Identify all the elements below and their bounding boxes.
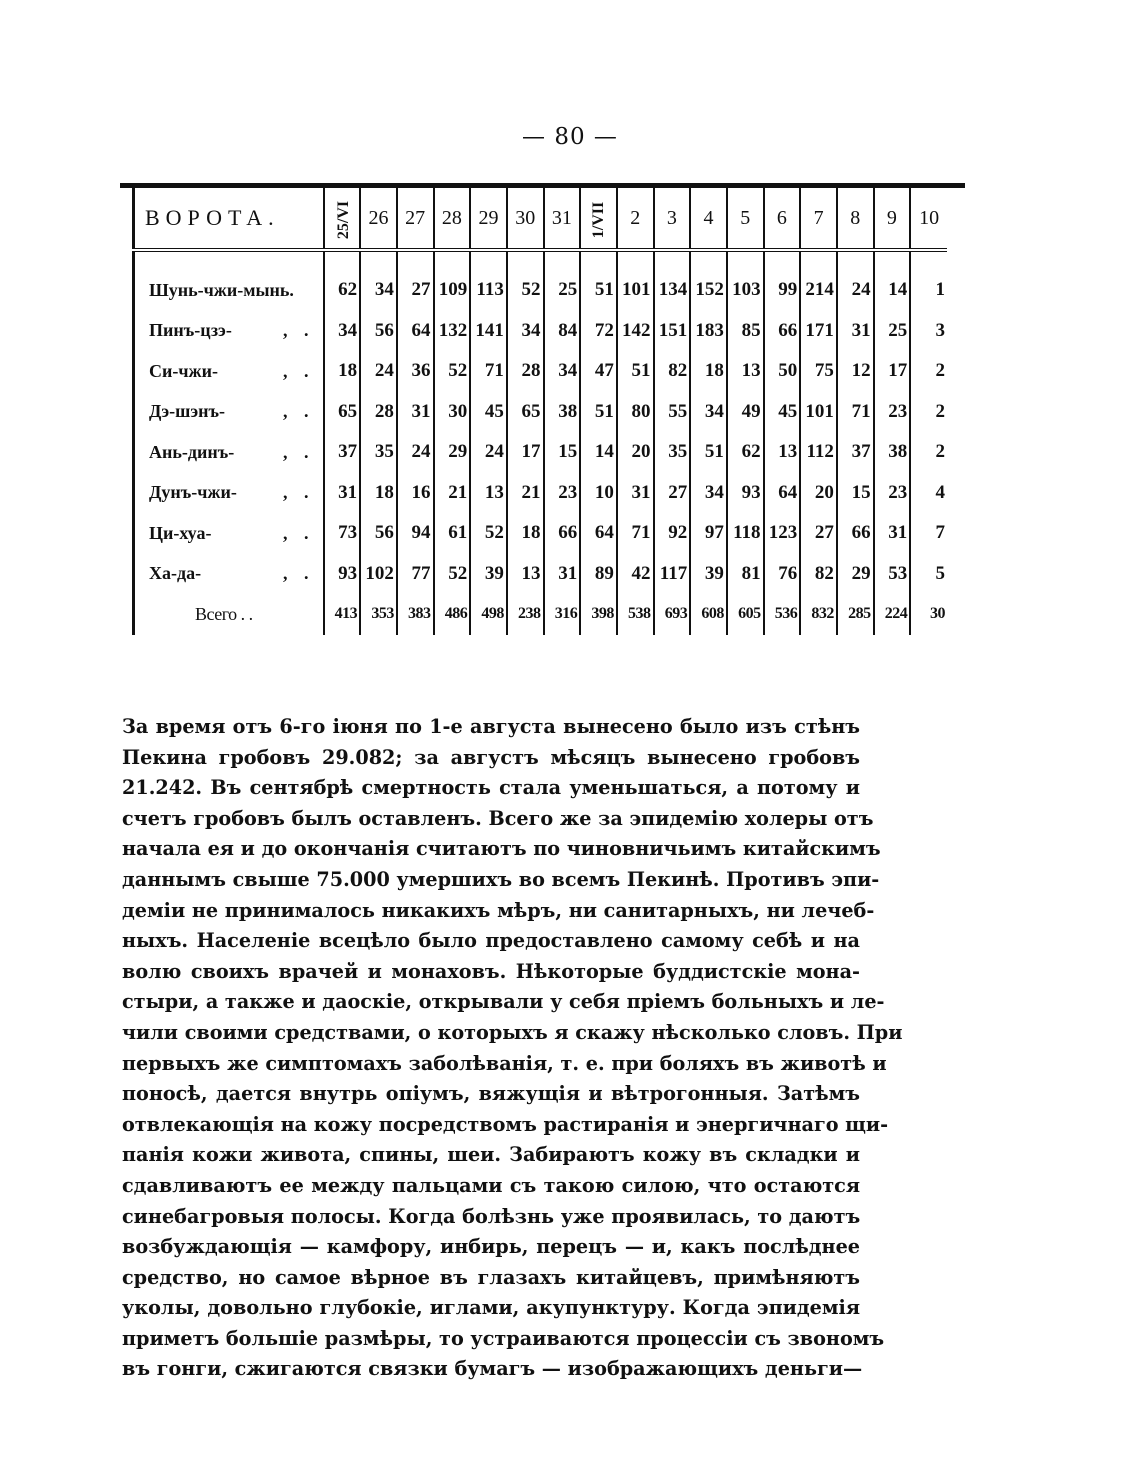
text-line: стыри, а также и даоскіе, открывали у себя пріемъ больныхъ и ле- bbox=[122, 990, 885, 1014]
table-cell: 3 bbox=[910, 311, 947, 352]
table-cell: 102 bbox=[360, 554, 397, 595]
table-cell: 109 bbox=[434, 250, 471, 311]
table-cell: 118 bbox=[727, 513, 764, 554]
table-cell: 39 bbox=[470, 554, 507, 595]
table-cell: 103 bbox=[727, 250, 764, 311]
table-cell: 42 bbox=[617, 554, 654, 595]
table-cell: 35 bbox=[654, 432, 691, 473]
table-cell: 4 bbox=[910, 473, 947, 514]
table-cell: 17 bbox=[874, 351, 911, 392]
table-cell: 73 bbox=[324, 513, 361, 554]
table-cell: 52 bbox=[470, 513, 507, 554]
table-cell: 51 bbox=[617, 351, 654, 392]
total-cell: 353 bbox=[360, 594, 397, 635]
column-header-date-label: 25/VI bbox=[334, 200, 352, 239]
table-cell: 34 bbox=[324, 311, 361, 352]
table-cell: 77 bbox=[397, 554, 434, 595]
table-cell: 65 bbox=[324, 392, 361, 433]
table-cell: 1 bbox=[910, 250, 947, 311]
gate-name-label: Си-чжи- bbox=[149, 360, 218, 381]
table-cell: 72 bbox=[580, 311, 617, 352]
table-cell: 24 bbox=[397, 432, 434, 473]
table-cell: 25 bbox=[544, 250, 581, 311]
page-number: — 80 — bbox=[522, 124, 618, 150]
table-cell: 35 bbox=[360, 432, 397, 473]
table-cell: 17 bbox=[507, 432, 544, 473]
table-cell: 93 bbox=[324, 554, 361, 595]
table-cell: 93 bbox=[727, 473, 764, 514]
table-cell: 15 bbox=[544, 432, 581, 473]
text-line: ныхъ. Населеніе всецѣло было предоставлено самому себѣ и на bbox=[122, 929, 860, 953]
total-cell: 316 bbox=[544, 594, 581, 635]
ditto-mark: , . bbox=[283, 441, 315, 462]
table-cell: 16 bbox=[397, 473, 434, 514]
text-line: счетъ гробовъ былъ оставленъ. Всего же за эпидемію холеры отъ bbox=[122, 806, 874, 830]
table-cell: 171 bbox=[800, 311, 837, 352]
text-line: уколы, довольно глубокіе, иглами, акупунктуру. Когда эпидемія bbox=[122, 1296, 860, 1320]
table-cell: 20 bbox=[800, 473, 837, 514]
table-cell: 141 bbox=[470, 311, 507, 352]
ditto-mark: , . bbox=[283, 360, 315, 381]
table-cell: 55 bbox=[654, 392, 691, 433]
table-cell: 123 bbox=[764, 513, 801, 554]
table-cell: 71 bbox=[617, 513, 654, 554]
table-row bbox=[134, 311, 948, 352]
table-cell: 64 bbox=[764, 473, 801, 514]
ditto-mark: , . bbox=[283, 482, 315, 503]
table-cell: 37 bbox=[324, 432, 361, 473]
text-line: средство, но самое вѣрное въ глазахъ китайцевъ, примѣняютъ bbox=[122, 1265, 860, 1289]
gate-name-label: Ха-да- bbox=[149, 563, 202, 584]
total-cell: 832 bbox=[800, 594, 837, 635]
table-cell: 71 bbox=[470, 351, 507, 392]
total-row bbox=[134, 594, 948, 635]
table-cell: 18 bbox=[507, 513, 544, 554]
table-cell: 45 bbox=[764, 392, 801, 433]
table-cell: 71 bbox=[837, 392, 874, 433]
table-cell: 27 bbox=[397, 250, 434, 311]
table-cell: 152 bbox=[690, 250, 727, 311]
total-cell: 486 bbox=[434, 594, 471, 635]
table-cell: 25 bbox=[874, 311, 911, 352]
text-line: 21.242. Въ сентябрѣ смертность стала уменьшаться, а потому и bbox=[122, 776, 860, 800]
text-line: приметъ большіе размѣры, то устраиваются процессіи съ звономъ bbox=[122, 1326, 885, 1350]
table-cell: 14 bbox=[580, 432, 617, 473]
total-cell: 383 bbox=[397, 594, 434, 635]
table-cell: 34 bbox=[507, 311, 544, 352]
table-cell: 56 bbox=[360, 513, 397, 554]
total-cell: 285 bbox=[837, 594, 874, 635]
table-cell: 99 bbox=[764, 250, 801, 311]
table-cell: 23 bbox=[874, 473, 911, 514]
table-cell: 66 bbox=[837, 513, 874, 554]
table-cell: 38 bbox=[544, 392, 581, 433]
total-cell: 30 bbox=[910, 594, 947, 635]
text-line: деміи не принималось никакихъ мѣръ, ни санитарныхъ, ни лечеб- bbox=[122, 898, 875, 922]
text-line: волю своихъ врачей и монаховъ. Нѣкоторые буддистскіе мона- bbox=[122, 959, 860, 983]
total-cell: 536 bbox=[764, 594, 801, 635]
column-header-date: 5 bbox=[727, 188, 764, 250]
table-row bbox=[134, 351, 948, 392]
text-line: первыхъ же симптомахъ заболѣванія, т. е. при боляхъ въ животѣ и bbox=[122, 1051, 887, 1075]
table-cell: 31 bbox=[544, 554, 581, 595]
table-cell: 97 bbox=[690, 513, 727, 554]
table-cell: 2 bbox=[910, 351, 947, 392]
total-cell: 238 bbox=[507, 594, 544, 635]
text-line: панія кожи живота, спины, шеи. Забираютъ кожу въ складки и bbox=[122, 1143, 860, 1167]
table-cell: 65 bbox=[507, 392, 544, 433]
total-label: Всего . . bbox=[134, 594, 324, 635]
text-line: возбуждающія — камфору, инбирь, перецъ — и, какъ послѣднее bbox=[122, 1235, 860, 1259]
table-cell: 27 bbox=[800, 513, 837, 554]
table-cell: 20 bbox=[617, 432, 654, 473]
table-row bbox=[134, 473, 948, 514]
table-cell: 142 bbox=[617, 311, 654, 352]
column-header-date: 6 bbox=[764, 188, 801, 250]
table-cell: 7 bbox=[910, 513, 947, 554]
table-cell: 15 bbox=[837, 473, 874, 514]
total-cell: 498 bbox=[470, 594, 507, 635]
table-cell: 38 bbox=[874, 432, 911, 473]
table-cell: 61 bbox=[434, 513, 471, 554]
table-cell: 31 bbox=[874, 513, 911, 554]
table-cell: 134 bbox=[654, 250, 691, 311]
gate-name bbox=[134, 473, 324, 514]
table-cell: 52 bbox=[434, 554, 471, 595]
table-cell: 89 bbox=[580, 554, 617, 595]
total-cell: 693 bbox=[654, 594, 691, 635]
table-cell: 18 bbox=[360, 473, 397, 514]
table-cell: 113 bbox=[470, 250, 507, 311]
ditto-mark: , . bbox=[283, 401, 315, 422]
table-cell: 13 bbox=[507, 554, 544, 595]
table-cell: 112 bbox=[800, 432, 837, 473]
column-header-date-label: 1/VII bbox=[590, 201, 608, 238]
table-cell: 51 bbox=[580, 250, 617, 311]
column-header-date: 7 bbox=[800, 188, 837, 250]
column-header-date: 9 bbox=[874, 188, 911, 250]
total-cell: 224 bbox=[874, 594, 911, 635]
gate-name-label: Ци-хуа- bbox=[149, 522, 212, 543]
table-cell: 45 bbox=[470, 392, 507, 433]
table-cell: 62 bbox=[324, 250, 361, 311]
table-row bbox=[134, 432, 948, 473]
table-cell: 47 bbox=[580, 351, 617, 392]
column-header-date: 4 bbox=[690, 188, 727, 250]
table-cell: 117 bbox=[654, 554, 691, 595]
gate-name bbox=[134, 554, 324, 595]
table-cell: 49 bbox=[727, 392, 764, 433]
table-row bbox=[134, 250, 948, 311]
table-cell: 85 bbox=[727, 311, 764, 352]
column-header-date: 30 bbox=[507, 188, 544, 250]
gate-name bbox=[134, 250, 324, 311]
table-cell: 37 bbox=[837, 432, 874, 473]
table-cell: 62 bbox=[727, 432, 764, 473]
total-cell: 608 bbox=[690, 594, 727, 635]
total-cell: 538 bbox=[617, 594, 654, 635]
table-cell: 50 bbox=[764, 351, 801, 392]
table-cell: 52 bbox=[507, 250, 544, 311]
table-cell: 66 bbox=[764, 311, 801, 352]
column-header-date: 10 bbox=[910, 188, 947, 250]
body-paragraph bbox=[122, 712, 903, 1385]
table-cell: 31 bbox=[617, 473, 654, 514]
table-cell: 34 bbox=[690, 392, 727, 433]
gate-name bbox=[134, 311, 324, 352]
table-cell: 214 bbox=[800, 250, 837, 311]
table-cell: 13 bbox=[764, 432, 801, 473]
text-line: отвлекающія на кожу посредствомъ растиранія и энергичнаго щи- bbox=[122, 1112, 889, 1136]
gate-name-label: Шунь-чжи-мынь. bbox=[149, 279, 294, 300]
column-header-date: 8 bbox=[837, 188, 874, 250]
table-cell: 80 bbox=[617, 392, 654, 433]
table-cell: 5 bbox=[910, 554, 947, 595]
text-line: поносѣ, дается внутрь опіумъ, вяжущія и вѣтрогонныя. Затѣмъ bbox=[122, 1082, 860, 1106]
ditto-mark: , . bbox=[283, 563, 315, 584]
table-cell: 12 bbox=[837, 351, 874, 392]
table-cell: 101 bbox=[617, 250, 654, 311]
table-cell: 10 bbox=[580, 473, 617, 514]
table-cell: 29 bbox=[434, 432, 471, 473]
gate-name bbox=[134, 432, 324, 473]
table-cell: 21 bbox=[434, 473, 471, 514]
text-line: Пекина гробовъ 29.082; за августъ мѣсяцъ вынесено гробовъ bbox=[122, 745, 860, 769]
table-cell: 82 bbox=[654, 351, 691, 392]
table-cell: 51 bbox=[580, 392, 617, 433]
table-cell: 101 bbox=[800, 392, 837, 433]
column-header-date: 28 bbox=[434, 188, 471, 250]
column-header-date: 27 bbox=[397, 188, 434, 250]
total-cell: 398 bbox=[580, 594, 617, 635]
text-line: въ гонги, сжигаются связки бумагъ — изображающихъ деньги— bbox=[122, 1357, 863, 1381]
table-cell: 56 bbox=[360, 311, 397, 352]
gate-name-label: Дунъ-чжи- bbox=[149, 482, 237, 503]
gates-table bbox=[132, 188, 947, 635]
table-cell: 29 bbox=[837, 554, 874, 595]
gates-table-container bbox=[120, 183, 965, 635]
table-cell: 92 bbox=[654, 513, 691, 554]
gate-name-label: Ань-динъ- bbox=[149, 441, 235, 462]
table-cell: 21 bbox=[507, 473, 544, 514]
gate-name-label: Пинъ-цзэ- bbox=[149, 320, 232, 341]
column-header-date: 31 bbox=[544, 188, 581, 250]
text-line: За время отъ 6-го іюня по 1-е августа вынесено было изъ стѣнъ bbox=[122, 715, 860, 738]
column-header-date: 3 bbox=[654, 188, 691, 250]
table-cell: 30 bbox=[434, 392, 471, 433]
table-cell: 14 bbox=[874, 250, 911, 311]
table-cell: 28 bbox=[507, 351, 544, 392]
table-cell: 132 bbox=[434, 311, 471, 352]
table-body bbox=[134, 250, 948, 635]
column-header-gates: ВОРОТА. bbox=[134, 188, 324, 250]
gate-name bbox=[134, 392, 324, 433]
table-cell: 64 bbox=[397, 311, 434, 352]
table-cell: 2 bbox=[910, 432, 947, 473]
table-cell: 28 bbox=[360, 392, 397, 433]
table-cell: 31 bbox=[324, 473, 361, 514]
table-cell: 36 bbox=[397, 351, 434, 392]
table-row bbox=[134, 392, 948, 433]
column-header-date: 29 bbox=[470, 188, 507, 250]
gate-name bbox=[134, 513, 324, 554]
table-cell: 151 bbox=[654, 311, 691, 352]
table-cell: 23 bbox=[544, 473, 581, 514]
table-header-row bbox=[134, 188, 948, 250]
table-cell: 94 bbox=[397, 513, 434, 554]
table-cell: 18 bbox=[690, 351, 727, 392]
table-cell: 34 bbox=[690, 473, 727, 514]
table-cell: 84 bbox=[544, 311, 581, 352]
table-cell: 53 bbox=[874, 554, 911, 595]
table-cell: 82 bbox=[800, 554, 837, 595]
table-cell: 51 bbox=[690, 432, 727, 473]
table-cell: 24 bbox=[837, 250, 874, 311]
text-line: сдавливаютъ ее между пальцами съ такою силою, что остаются bbox=[122, 1173, 860, 1197]
table-cell: 52 bbox=[434, 351, 471, 392]
column-header-date: 2 bbox=[617, 188, 654, 250]
text-line: синебагровыя полосы. Когда болѣзнь уже проявилась, то даютъ bbox=[122, 1204, 861, 1228]
column-header-date bbox=[580, 188, 617, 250]
ditto-mark: , . bbox=[283, 320, 315, 341]
table-row bbox=[134, 513, 948, 554]
table-cell: 64 bbox=[580, 513, 617, 554]
table-cell: 81 bbox=[727, 554, 764, 595]
table-cell: 24 bbox=[470, 432, 507, 473]
table-cell: 31 bbox=[397, 392, 434, 433]
text-line: чили своими средствами, о которыхъ я скажу нѣсколько словъ. При bbox=[122, 1020, 903, 1044]
ditto-mark: , . bbox=[283, 522, 315, 543]
table-cell: 34 bbox=[544, 351, 581, 392]
table-cell: 24 bbox=[360, 351, 397, 392]
column-header-date: 26 bbox=[360, 188, 397, 250]
gate-name-label: Дэ-шэнъ- bbox=[149, 401, 225, 422]
text-line: даннымъ свыше 75.000 умершихъ во всемъ Пекинѣ. Противъ эпи- bbox=[122, 867, 880, 891]
table-cell: 31 bbox=[837, 311, 874, 352]
table-cell: 75 bbox=[800, 351, 837, 392]
table-cell: 34 bbox=[360, 250, 397, 311]
table-cell: 27 bbox=[654, 473, 691, 514]
gate-name bbox=[134, 351, 324, 392]
table-cell: 76 bbox=[764, 554, 801, 595]
column-header-date bbox=[324, 188, 361, 250]
table-cell: 2 bbox=[910, 392, 947, 433]
table-cell: 66 bbox=[544, 513, 581, 554]
total-cell: 413 bbox=[324, 594, 361, 635]
table-cell: 13 bbox=[470, 473, 507, 514]
text-line: начала ея и до окончанія считаютъ по чиновничьимъ китайскимъ bbox=[122, 837, 881, 861]
table-row bbox=[134, 554, 948, 595]
total-cell: 605 bbox=[727, 594, 764, 635]
table-cell: 23 bbox=[874, 392, 911, 433]
table-cell: 39 bbox=[690, 554, 727, 595]
table-cell: 183 bbox=[690, 311, 727, 352]
table-cell: 13 bbox=[727, 351, 764, 392]
table-cell: 18 bbox=[324, 351, 361, 392]
